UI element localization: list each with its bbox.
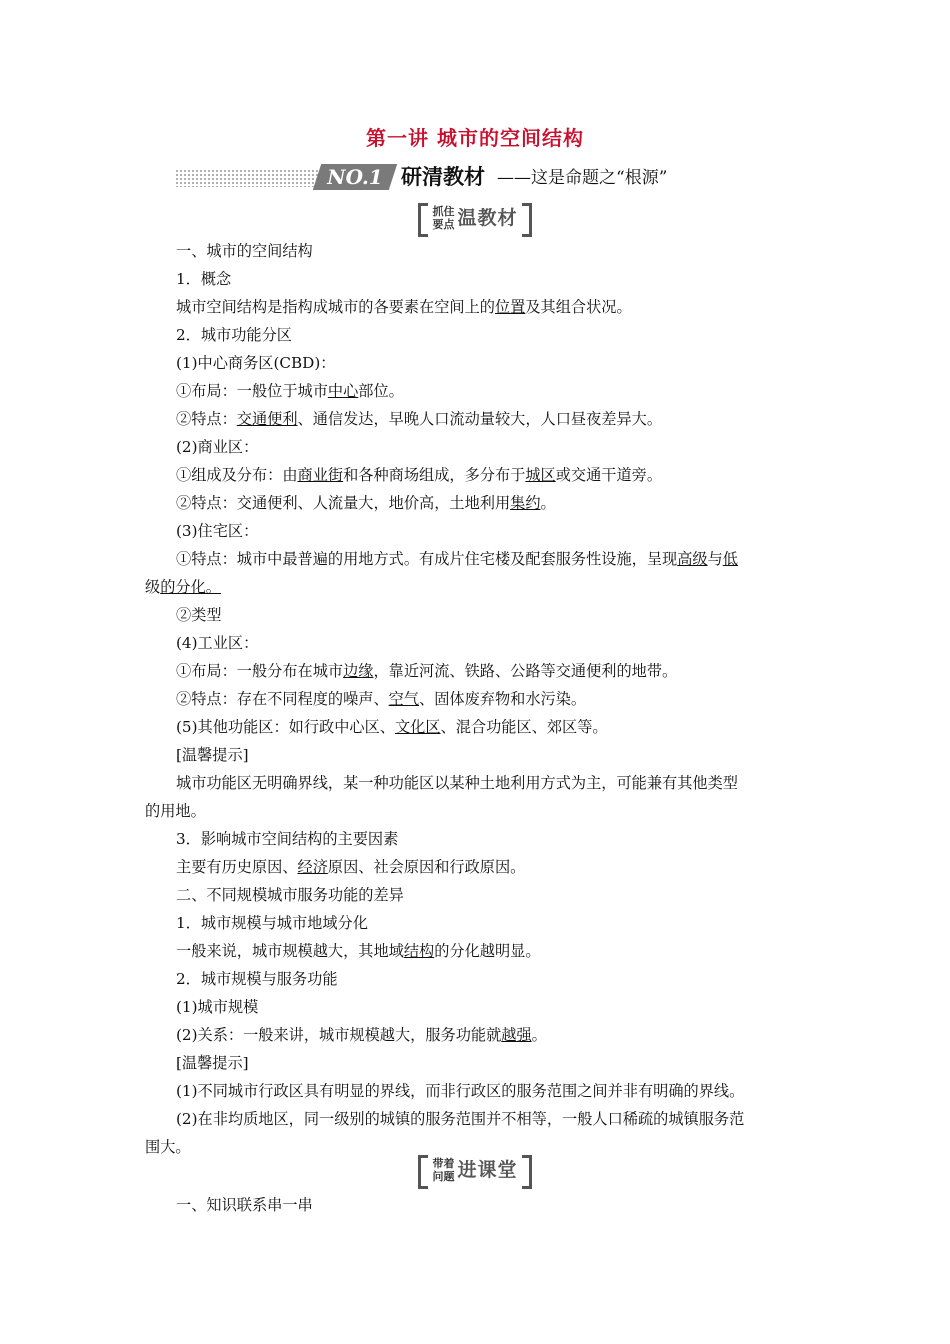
text-line <box>145 489 809 517</box>
text-line <box>145 1021 809 1049</box>
text-segment: ①布局：一般位于城市 <box>176 382 328 400</box>
section-subheading: ——这是命题之“根源” <box>497 168 668 188</box>
text-line <box>145 545 809 573</box>
text-line <box>145 461 809 489</box>
badge-small-text: 带着 问题 <box>432 1157 455 1183</box>
page-title: 第一讲 城市的空间结构 <box>366 126 584 150</box>
text-segment: (3)住宅区： <box>176 522 259 540</box>
text-segment: 、固体废弃物和水污染。 <box>419 690 587 708</box>
text-segment: 一、城市的空间结构 <box>176 242 313 260</box>
text-segment: 。 <box>540 494 556 512</box>
text-line <box>145 265 809 293</box>
text-segment: 1．概念 <box>176 270 232 288</box>
section-number: NO.1 <box>327 165 383 189</box>
underlined-answer: 空气 <box>388 690 419 708</box>
text-line <box>145 713 809 741</box>
text-line <box>145 965 809 993</box>
text-line <box>145 881 809 909</box>
text-segment: 主要有历史原因、 <box>176 858 298 876</box>
text-line <box>145 601 809 629</box>
text-line <box>145 741 809 769</box>
text-line <box>145 237 809 265</box>
underlined-answer: 集约 <box>510 494 541 512</box>
text-segment: (1)中心商务区(CBD)： <box>176 354 336 372</box>
text-segment: ①组成及分布：由 <box>176 466 298 484</box>
underlined-answer: 的分化。 <box>160 578 221 596</box>
text-line <box>145 909 809 937</box>
dot-pattern <box>175 169 325 187</box>
text-line <box>145 1049 809 1077</box>
text-segment: 二、不同规模城市服务功能的差异 <box>176 886 404 904</box>
text-segment: 、混合功能区、郊区等。 <box>440 718 608 736</box>
underlined-answer: 越强 <box>501 1026 532 1044</box>
underlined-answer: 位置 <box>494 298 526 316</box>
text-segment: 一般来说，城市规模越大，其地域 <box>176 942 404 960</box>
text-segment: (1)城市规模 <box>176 998 259 1016</box>
underlined-answer: 文化区 <box>394 718 441 736</box>
text-segment: 3．影响城市空间结构的主要因素 <box>176 830 399 848</box>
text-line <box>145 1105 809 1133</box>
text-line <box>145 993 809 1021</box>
text-segment: [温馨提示] <box>176 1054 249 1072</box>
text-segment: 原因、社会原因和行政原因。 <box>327 858 526 876</box>
text-segment: (4)工业区： <box>176 634 259 652</box>
text-segment: 城市空间结构是指构成城市的各要素在空间上的 <box>176 298 495 316</box>
text-line <box>145 1077 809 1105</box>
text-segment: 2．城市功能分区 <box>176 326 292 344</box>
bracket-left <box>418 203 428 237</box>
text-segment: (5)其他功能区：如行政中心区、 <box>176 718 395 736</box>
underlined-answer: 商业街 <box>297 466 344 484</box>
text-segment: ②类型 <box>176 606 222 624</box>
text-segment: 2．城市规模与服务功能 <box>176 970 338 988</box>
text-segment: ①特点：城市中最普遍的用地方式。有成片住宅楼及配套服务性设施，呈现 <box>176 550 678 568</box>
text-segment: 或交通干道旁。 <box>555 466 662 484</box>
text-segment: 围大。 <box>145 1138 191 1156</box>
text-segment: 。 <box>531 1026 547 1044</box>
text-segment: ，靠近河流、铁路、公路等交通便利的地带。 <box>373 662 678 680</box>
classroom-badge <box>0 1155 950 1185</box>
closing-line-block <box>145 1191 809 1219</box>
text-line <box>145 853 809 881</box>
badge-small-text: 抓住 要点 <box>432 205 455 231</box>
text-segment: 和各种商场组成，多分布于 <box>343 466 526 484</box>
underlined-answer: 中心 <box>327 382 359 400</box>
text-segment: ②特点： <box>176 410 237 428</box>
text-line <box>145 349 809 377</box>
underlined-answer: 交通便利 <box>236 410 298 428</box>
badge-label: 进课堂 <box>457 1159 518 1181</box>
text-segment: 1．城市规模与城市地域分化 <box>176 914 368 932</box>
text-segment: ①布局：一般分布在城市 <box>176 662 344 680</box>
text-line <box>145 629 809 657</box>
body-text <box>145 237 809 1161</box>
section-heading: 研清教材 <box>401 165 485 189</box>
text-line <box>145 769 809 797</box>
text-segment: 部位。 <box>358 382 404 400</box>
text-segment: 城市功能区无明确界线，某一种功能区以某种土地利用方式为主，可能兼有其他类型 <box>176 774 738 792</box>
underlined-answer: 高级 <box>677 550 708 568</box>
text-segment: 的用地。 <box>145 802 206 820</box>
text-segment: ②特点：交通便利、人流量大，地价高，土地利用 <box>176 494 511 512</box>
text-segment: (1)不同城市行政区具有明显的界线，而非行政区的服务范围之间并非有明确的界线。 <box>176 1082 745 1100</box>
badge-label: 温教材 <box>457 207 518 229</box>
text-line <box>145 321 809 349</box>
bracket-left <box>418 1155 428 1189</box>
text-line <box>145 433 809 461</box>
text-segment: ②特点：存在不同程度的噪声、 <box>176 690 389 708</box>
bracket-right <box>522 1155 532 1189</box>
text-line <box>145 685 809 713</box>
text-segment: (2)关系：一般来讲，城市规模越大，服务功能就 <box>176 1026 502 1044</box>
section-number-badge <box>313 164 397 190</box>
section-banner <box>175 162 735 192</box>
text-line <box>145 825 809 853</box>
text-line <box>145 573 809 601</box>
text-line <box>145 293 809 321</box>
text-segment: 的分化越明显。 <box>434 942 541 960</box>
text-segment: 、通信发达，早晚人口流动量较大，人口昼夜差异大。 <box>297 410 662 428</box>
review-badge <box>0 203 950 233</box>
text-line <box>145 377 809 405</box>
bracket-right <box>522 203 532 237</box>
text-segment: (2)在非均质地区，同一级别的城镇的服务范围并不相等，一般人口稀疏的城镇服务范 <box>176 1110 745 1128</box>
text-segment: 及其组合状况。 <box>525 298 632 316</box>
text-segment: [温馨提示] <box>176 746 249 764</box>
text-line <box>145 517 809 545</box>
underlined-answer: 低 <box>722 550 738 568</box>
text-line <box>145 937 809 965</box>
underlined-answer: 城区 <box>525 466 556 484</box>
text-line <box>145 657 809 685</box>
underlined-answer: 经济 <box>297 858 328 876</box>
text-line <box>145 797 809 825</box>
underlined-answer: 结构 <box>403 942 435 960</box>
text-segment: 级 <box>145 578 161 596</box>
text-line <box>145 405 809 433</box>
paragraph: 一、知识联系串一串 <box>176 1196 313 1214</box>
text-segment: 与 <box>707 550 723 568</box>
underlined-answer: 边缘 <box>343 662 374 680</box>
text-segment: (2)商业区： <box>176 438 259 456</box>
